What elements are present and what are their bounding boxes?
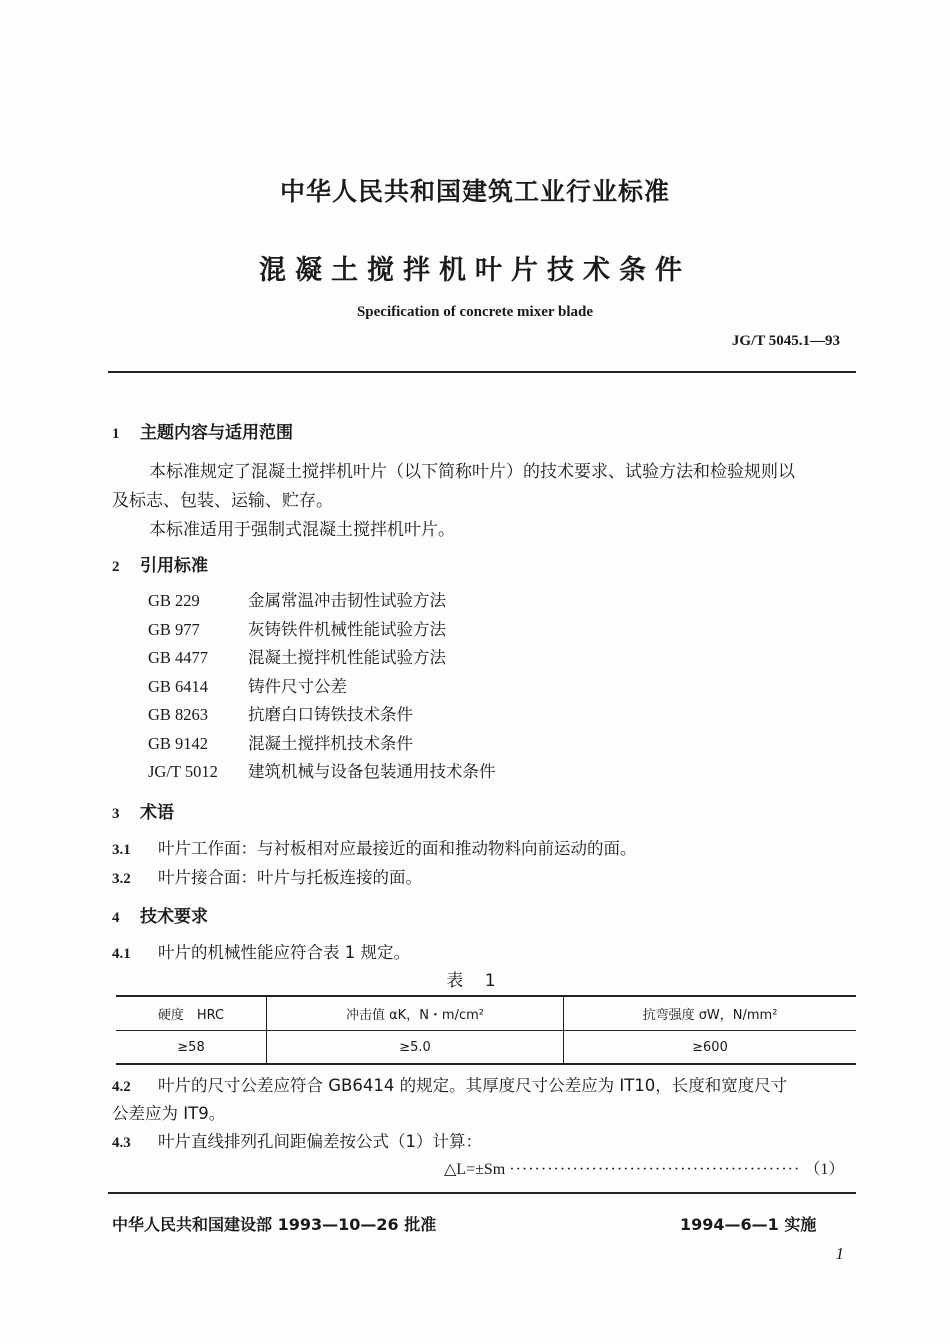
section-3-heading <box>112 798 174 823</box>
reference-list <box>148 587 496 787</box>
section-2-number: 2 <box>112 559 120 575</box>
clause-text: 叶片的机械性能应符合表 1 规定。 <box>158 943 410 962</box>
reference-code: JG/T 5012 <box>148 762 218 781</box>
reference-code: GB 229 <box>148 591 200 610</box>
formula-leader: ·············································· <box>509 1161 801 1178</box>
section-1-number: 1 <box>112 426 120 442</box>
reference-item <box>148 673 496 702</box>
clause-text: 叶片直线排列孔间距偏差按公式（1）计算： <box>158 1132 482 1151</box>
section-2-heading <box>112 551 208 576</box>
table-caption: 表 1 <box>446 971 504 991</box>
formula-expression: △L=±Sm <box>444 1161 506 1178</box>
clause-number: 4.3 <box>112 1135 131 1151</box>
section-3-title: 术语 <box>140 803 174 823</box>
formula-1 <box>444 1156 844 1179</box>
term-text: 叶片接合面：叶片与托板连接的面。 <box>158 868 422 887</box>
section-3-number: 3 <box>112 806 120 822</box>
org-title: 中华人民共和国建筑工业行业标准 <box>279 177 670 206</box>
term-number: 3.1 <box>112 842 131 858</box>
table-cell-impact: ≥5.0 <box>267 1031 564 1065</box>
reference-name: 混凝土搅拌机性能试验方法 <box>248 648 446 667</box>
section-1-para-2: 本标准适用于强制式混凝土搅拌机叶片。 <box>149 520 455 540</box>
table-header-impact: 冲击值 αK，N・m/cm² <box>267 996 564 1031</box>
clause-text: 叶片的尺寸公差应符合 GB6414 的规定。其厚度尺寸公差应为 IT10，长度和宽度尺寸 <box>158 1076 788 1095</box>
header-rule <box>108 371 856 373</box>
reference-code: GB 6414 <box>148 676 209 696</box>
footer-rule <box>108 1192 856 1194</box>
reference-item <box>148 644 496 673</box>
term-text: 叶片工作面：与衬板相对应最接近的面和推动物料向前运动的面。 <box>158 839 637 858</box>
table-header-row <box>116 996 856 1031</box>
reference-item <box>148 616 496 645</box>
standard-code: JG/T 5045.1—93 <box>731 333 840 349</box>
section-1-heading <box>112 418 293 443</box>
clause-4-2-line-1 <box>112 1072 787 1096</box>
clause-4-1 <box>112 939 410 963</box>
reference-name: 混凝土搅拌机技术条件 <box>248 733 413 753</box>
reference-item <box>148 701 496 730</box>
table-header-bending-strength: 抗弯强度 σW，N/mm² <box>564 996 857 1031</box>
clause-number: 4.2 <box>112 1079 131 1095</box>
reference-item <box>148 587 496 616</box>
clause-4-3 <box>112 1128 482 1152</box>
table-cell-bending-strength: ≥600 <box>564 1031 857 1065</box>
formula-number: （1） <box>804 1161 845 1178</box>
clause-4-2-line-2: 公差应为 IT9。 <box>112 1104 226 1123</box>
reference-item <box>148 758 496 787</box>
reference-name: 铸件尺寸公差 <box>248 676 347 696</box>
section-1-title: 主题内容与适用范围 <box>140 423 293 443</box>
reference-name: 抗磨白口铸铁技术条件 <box>248 705 413 724</box>
reference-item <box>148 730 496 759</box>
clause-number: 4.1 <box>112 946 131 962</box>
term-3-1 <box>112 835 637 859</box>
reference-code: GB 9142 <box>148 733 209 753</box>
reference-code: GB 8263 <box>148 705 209 724</box>
table-header-hardness: 硬度 HRC <box>116 996 267 1031</box>
reference-code: GB 4477 <box>148 648 209 667</box>
section-1-para-1-line-1: 本标准规定了混凝土搅拌机叶片（以下简称叶片）的技术要求、试验方法和检验规则以 <box>149 462 795 482</box>
page-number: 1 <box>835 1244 844 1263</box>
document-title-english: Specification of concrete mixer blade <box>356 304 594 320</box>
reference-name: 金属常温冲击韧性试验方法 <box>248 591 446 610</box>
mechanical-properties-table <box>116 995 856 1065</box>
section-2-title: 引用标准 <box>140 556 208 576</box>
reference-name: 建筑机械与设备包装通用技术条件 <box>248 762 496 781</box>
term-3-2 <box>112 864 422 888</box>
term-number: 3.2 <box>112 871 131 887</box>
document-title: 混凝土搅拌机叶片技术条件 <box>259 255 691 286</box>
section-4-heading <box>112 902 208 927</box>
reference-code: GB 977 <box>148 619 200 639</box>
table-row <box>116 1031 856 1065</box>
section-4-title: 技术要求 <box>140 907 208 927</box>
table-cell-hardness: ≥58 <box>177 1039 205 1055</box>
section-1-para-1-line-2: 及标志、包装、运输、贮存。 <box>112 491 333 511</box>
effective-date: 1994—6—1 实施 <box>680 1215 817 1234</box>
reference-name: 灰铸铁件机械性能试验方法 <box>248 619 446 639</box>
section-4-number: 4 <box>112 910 120 926</box>
approval-line: 中华人民共和国建设部 1993—10—26 批准 <box>112 1215 437 1234</box>
